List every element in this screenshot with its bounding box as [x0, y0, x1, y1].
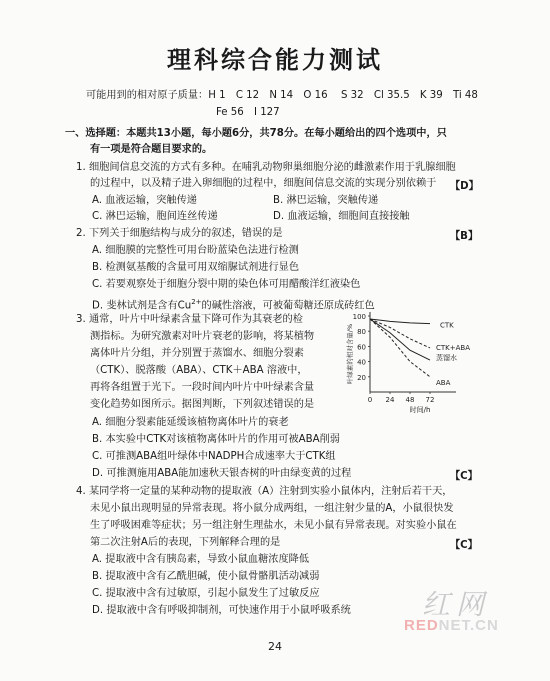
q2-option-b: B. 检测氨基酸的含量可用双缩脲试剂进行显色 [92, 262, 300, 273]
q1-option-a: A. 血液运输，突触传递 [92, 195, 197, 206]
atomic-mass-line-2: Fe 56 I 127 [216, 107, 280, 118]
q1-option-c: C. 淋巴运输，胞间连丝传递 [92, 211, 218, 222]
q4-option-b: B. 提取液中含有乙酰胆碱，使小鼠骨骼肌活动减弱 [92, 571, 320, 582]
page-title: 理科综合能力测试 [167, 46, 383, 74]
q3-stem-line-5: 再将各组置于光下。一段时间内叶片中叶绿素含量 [90, 382, 315, 393]
chlorophyll-chart [330, 308, 520, 416]
q1-answer: 【D】 [450, 181, 479, 192]
q2-stem: 2. 下列关于细胞结构与成分的叙述，错误的是 [76, 228, 283, 239]
section-heading-line-1: 一、选择题：本题共13小题，每小题6分，共78分。在每小题给出的四个选项中，只 [65, 128, 447, 139]
x-axis-label: 时间/h [409, 406, 431, 414]
section-heading-line-2: 有一项是符合题目要求的。 [90, 144, 213, 155]
q3-answer: 【C】 [450, 471, 478, 482]
x-tick-label: 24 [385, 396, 395, 404]
q4-option-c: C. 提取液中含有过敏原，引起小鼠发生了过敏反应 [92, 588, 320, 599]
x-tick-label: 72 [425, 396, 435, 404]
y-axis-label: 叶绿素的相对含量/% [346, 323, 354, 385]
watermark-en-rest: NET.CN [438, 617, 499, 634]
series-label-0: CTK [440, 321, 454, 330]
y-tick-label: 20 [357, 373, 366, 382]
q4-stem-line-1: 4. 某同学将一定量的某种动物的提取液（A）注射到实验小鼠体内，注射后若干天， [76, 486, 453, 497]
series-line-2 [370, 319, 430, 360]
y-tick-label: 80 [357, 328, 366, 337]
q4-option-a: A. 提取液中含有胰岛素，导致小鼠血糖浓度降低 [92, 554, 310, 565]
series-line-0 [370, 319, 430, 324]
q2-option-d-post: 的碱性溶液，可被葡萄糖还原成砖红色 [201, 300, 375, 312]
series-label-3: ABA [436, 378, 451, 387]
q4-stem-line-2: 未见小鼠出现明显的异常表现。将小鼠分成两组，一组注射少量的A，小鼠很快发 [90, 503, 454, 514]
y-tick-label: 40 [357, 358, 366, 367]
page-number: 24 [268, 640, 282, 653]
q2-option-a: A. 细胞膜的完整性可用台盼蓝染色法进行检测 [92, 245, 299, 256]
q2-option-c: C. 若要观察处于细胞分裂中期的染色体可用醋酸洋红液染色 [92, 279, 361, 290]
series-label-1: CTK+ABA [436, 343, 470, 352]
q1-option-b: B. 淋巴运输，突触传递 [273, 195, 379, 206]
y-tick-label: 60 [357, 343, 366, 352]
q3-stem-line-1: 3. 通常，叶片中叶绿素含量下降可作为其衰老的检 [76, 314, 303, 325]
q1-stem-line-2: 的过程中，以及精子进入卵细胞的过程中，细胞间信息交流的实现分别依赖于 [90, 178, 437, 189]
series-line-3 [370, 319, 430, 377]
x-tick-label: 48 [405, 396, 415, 404]
q3-option-c: C. 可推测ABA组叶绿体中NADPH合成速率大于CTK组 [92, 451, 336, 462]
watermark-cn: 红网 [422, 588, 491, 621]
series-label-2: 蒸馏水 [436, 354, 457, 363]
q4-answer: 【C】 [450, 540, 478, 551]
x-tick-label: 0 [367, 396, 373, 404]
q3-stem-line-6: 变化趋势如图所示。据图判断，下列叙述错误的是 [90, 399, 315, 410]
q4-stem-line-4: 第二次注射A后的表现，下列解释合理的是 [90, 537, 281, 548]
q1-stem-line-1: 1. 细胞间信息交流的方式有多种。在哺乳动物卵巢细胞分泌的雌激素作用于乳腺细胞 [76, 162, 456, 173]
q2-option-d-sup: 2+ [191, 298, 202, 306]
rednet-watermark [402, 583, 522, 641]
q3-stem-line-4: （CTK）、脱落酸（ABA）、CTK＋ABA 溶液中， [90, 365, 308, 376]
q2-answer: 【B】 [450, 231, 479, 242]
watermark-en [404, 617, 499, 634]
q3-option-b: B. 本实验中CTK对该植物离体叶片的作用可被ABA削弱 [92, 434, 340, 445]
q3-stem-line-3: 离体叶片分组，并分别置于蒸馏水、细胞分裂素 [90, 348, 304, 359]
watermark-en-red: RED [404, 617, 439, 634]
q4-option-d: D. 提取液中含有呼吸抑制剂，可快速作用于小鼠呼吸系统 [92, 605, 351, 616]
q4-stem-line-3: 生了呼吸困难等症状；另一组注射生理盐水，未见小鼠有异常表现。对实验小鼠在 [90, 520, 457, 531]
q3-stem-line-2: 测指标。为研究激素对叶片衰老的影响，将某植物 [90, 331, 315, 342]
q3-option-a: A. 细胞分裂素能延缓该植物离体叶片的衰老 [92, 417, 289, 428]
q1-option-d: D. 血液运输，细胞间直接接触 [273, 211, 410, 222]
q3-option-d: D. 可推测施用ABA能加速秋天银杏树的叶由绿变黄的过程 [92, 468, 352, 479]
atomic-mass-line-1: 可能用到的相对原子质量：H 1 C 12 N 14 O 16 S 32 Cl 35.5 K 39 Ti 48 [86, 90, 478, 101]
y-tick-label: 100 [352, 313, 366, 321]
q2-option-d-pre: D. 斐林试剂是含有Cu [92, 300, 192, 312]
